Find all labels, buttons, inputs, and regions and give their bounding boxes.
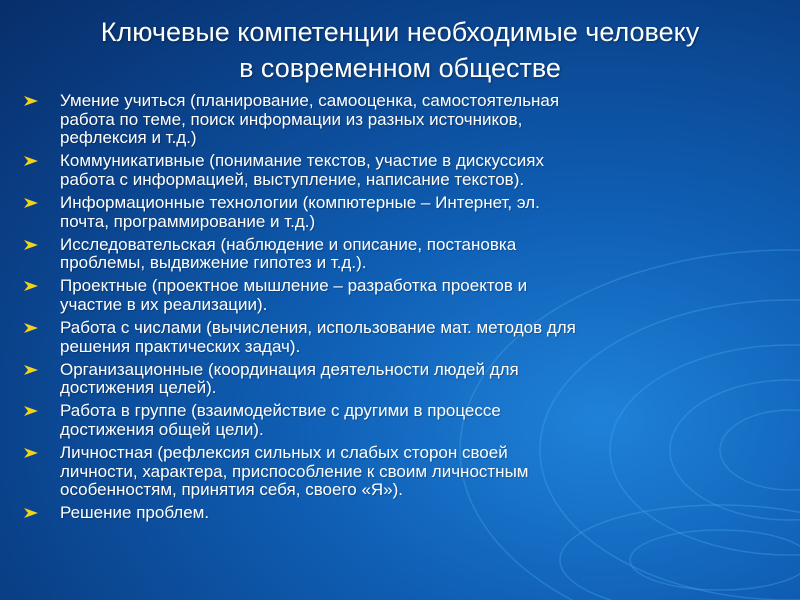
item-line: рефлексия и т.д.) xyxy=(60,128,197,148)
item-line: Коммуникативные (понимание текстов, участие в дискуссиях xyxy=(60,151,544,171)
item-line: достижения целей). xyxy=(60,378,217,398)
item-line: особенностям, принятия себя, своего «Я»). xyxy=(60,480,404,500)
item-line: проблемы, выдвижение гипотез и т.д.). xyxy=(60,253,367,273)
item-line: Организационные (координация деятельности людей для xyxy=(60,359,519,379)
list-item-organizational xyxy=(20,361,760,398)
list-item-research xyxy=(20,236,760,273)
list-item-numbers xyxy=(20,319,760,356)
list-item-communicative xyxy=(20,152,760,189)
item-line: личности, характера, приспособление к своим личностным xyxy=(60,461,529,481)
arrowhead-bullet-icon xyxy=(23,403,39,419)
arrowhead-bullet-icon xyxy=(23,195,39,211)
item-line: достижения общей цели). xyxy=(60,420,264,439)
list-item-teamwork xyxy=(20,402,760,439)
slide-title xyxy=(0,14,800,86)
competencies-list xyxy=(20,92,760,527)
item-line: Личностная (рефлексия сильных и слабых сторон своей xyxy=(60,443,508,463)
list-item-projects xyxy=(20,277,760,314)
arrowhead-bullet-icon xyxy=(23,93,39,109)
arrowhead-bullet-icon xyxy=(23,362,39,378)
arrowhead-bullet-icon xyxy=(23,505,39,521)
item-line: Исследовательская (наблюдение и описание, постановка xyxy=(60,234,517,254)
item-line: Проектные (проектное мышление – разработка проектов и xyxy=(60,276,528,296)
arrowhead-bullet-icon xyxy=(23,445,39,461)
arrowhead-bullet-icon xyxy=(23,278,39,294)
list-item-learning xyxy=(20,92,760,148)
item-line: Информационные технологии (компютерные – Интернет, эл. xyxy=(60,192,540,212)
slide-title-line-1: Ключевые компетенции необходимые человеку xyxy=(100,17,700,47)
arrowhead-bullet-icon xyxy=(23,320,39,336)
item-line: Работа с числами (вычисления, использование мат. методов для xyxy=(60,318,576,338)
item-line: Работа в группе (взаимодействие с другими в процессе xyxy=(60,401,501,421)
list-item-personal xyxy=(20,444,760,500)
list-item-information-technology xyxy=(20,194,760,231)
item-line: работа по теме, поиск информации из разных источников, xyxy=(60,109,523,129)
item-line: участие в их реализации). xyxy=(60,294,268,314)
item-line: Решение проблем. xyxy=(60,503,210,523)
list-item-problem-solving xyxy=(20,504,760,523)
item-line: почта, программирование и т.д.) xyxy=(60,211,316,231)
item-line: решения практических задач). xyxy=(60,336,301,356)
item-line: работа с информацией, выступление, написание текстов). xyxy=(60,169,525,189)
slide-title-line-2: в современном обществе xyxy=(239,53,561,83)
arrowhead-bullet-icon xyxy=(23,237,39,253)
arrowhead-bullet-icon xyxy=(23,153,39,169)
item-line: Умение учиться (планирование, самооценка, самостоятельная xyxy=(60,91,560,110)
